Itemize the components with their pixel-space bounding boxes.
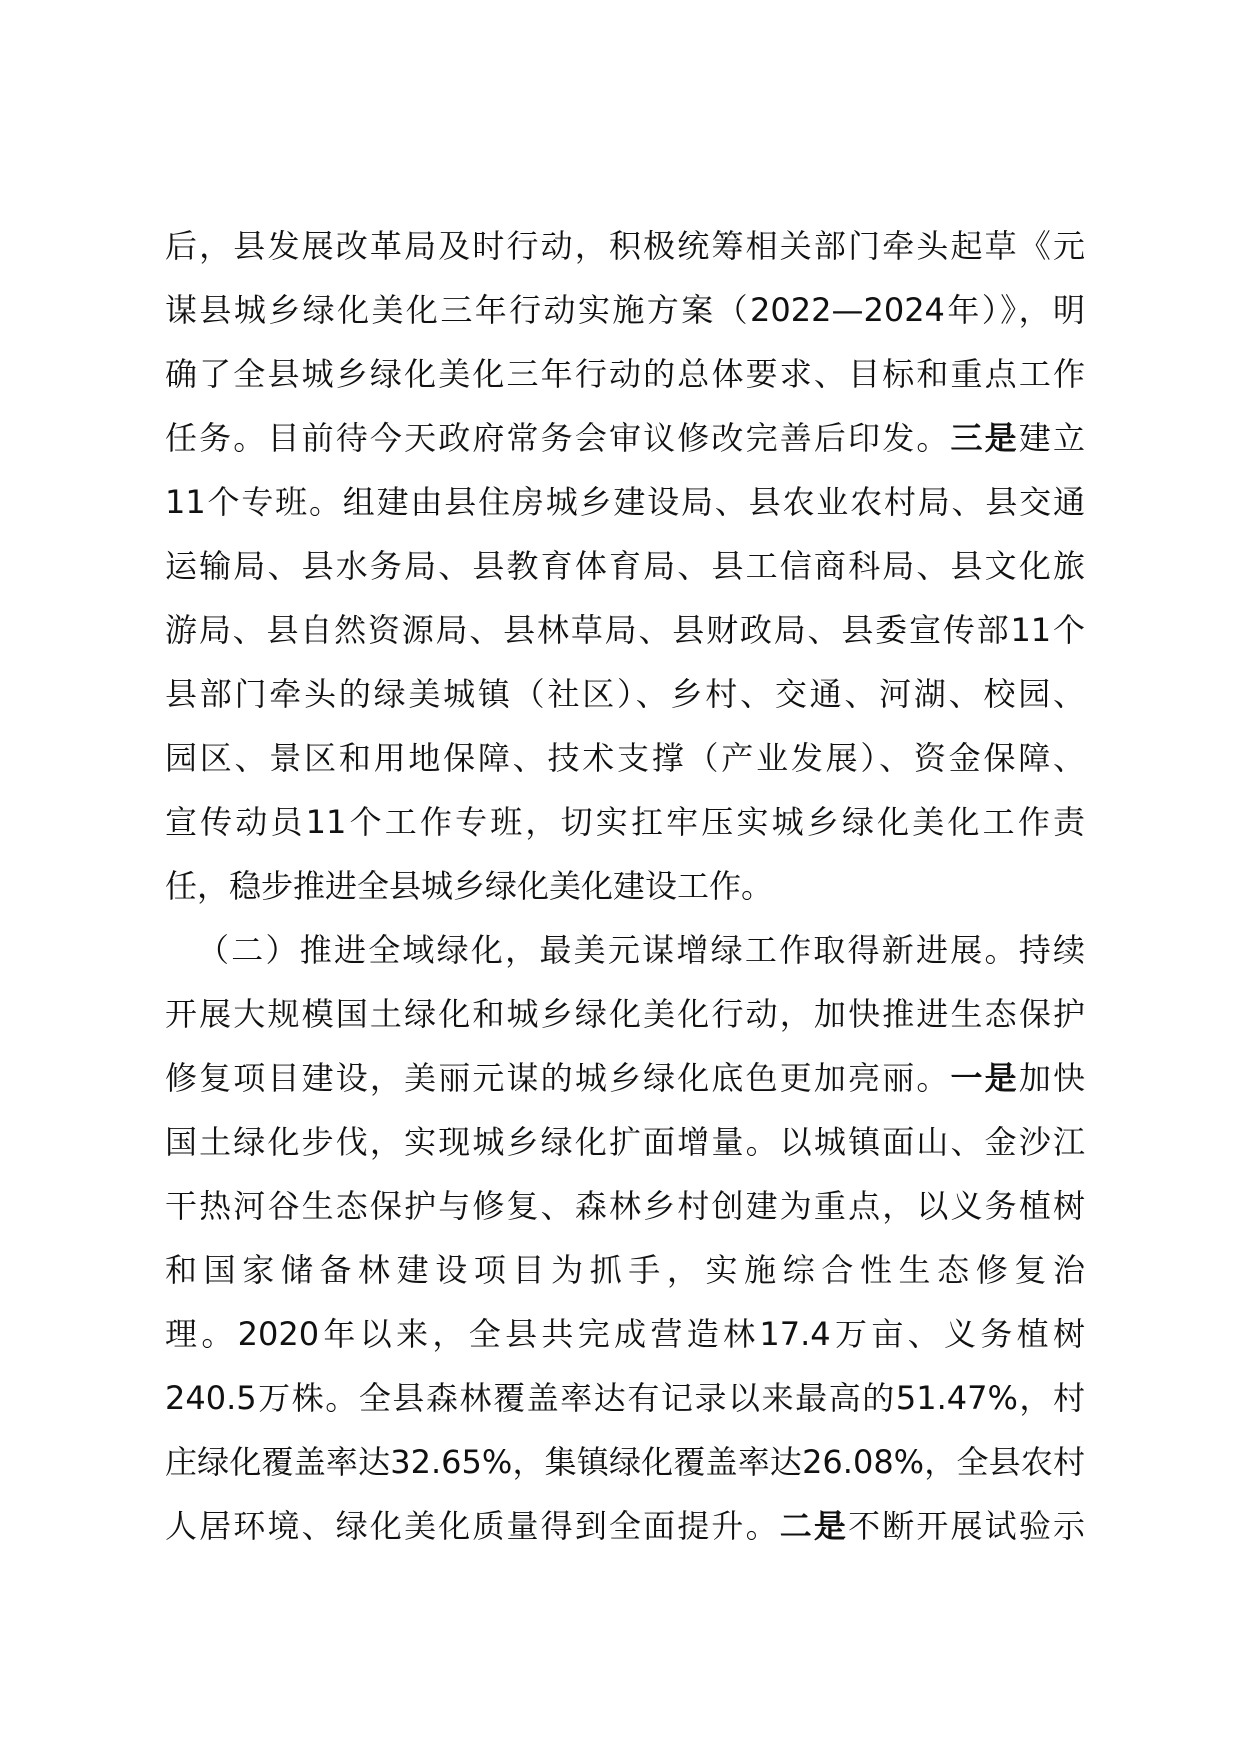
text-line-21 bbox=[165, 1506, 1085, 1546]
text-line-13: 开展大规模国土绿化和城乡绿化美化行动，加快推进生态保护 bbox=[165, 995, 1085, 1033]
text-line-8: 县部门牵头的绿美城镇（社区）、乡村、交通、河湖、校园、 bbox=[165, 675, 1085, 713]
text-line-4-part-c: 建立 bbox=[1018, 419, 1085, 457]
text-line-17: 和国家储备林建设项目为抓手，实施综合性生态修复治 bbox=[165, 1251, 1085, 1289]
section-heading-line: （二）推进全域绿化，最美元谋增绿工作取得新进展。持续 bbox=[197, 931, 1085, 969]
text-line-4-bold: 三是 bbox=[950, 419, 1019, 457]
text-line-4 bbox=[165, 418, 1085, 458]
text-line-21-bold: 二是 bbox=[779, 1507, 849, 1545]
text-line-4-part-a: 任务。目前待今天政府常务会审议修改完善后印发。 bbox=[165, 419, 951, 457]
text-line-19: 240.5万株。全县森林覆盖率达有记录以来最高的51.47%，村 bbox=[165, 1379, 1085, 1417]
text-line-2: 谋县城乡绿化美化三年行动实施方案（2022—2024年）》，明 bbox=[165, 291, 1085, 329]
text-line-18: 理。2020年以来，全县共完成营造林17.4万亩、义务植树 bbox=[165, 1315, 1085, 1353]
text-line-1: 后，县发展改革局及时行动，积极统筹相关部门牵头起草《元 bbox=[165, 227, 1085, 265]
text-line-5: 11个专班。组建由县住房城乡建设局、县农业农村局、县交通 bbox=[165, 483, 1085, 521]
text-line-21-part-a: 人居环境、绿化美化质量得到全面提升。 bbox=[165, 1507, 780, 1545]
text-line-21-part-c: 不断开展试验示 bbox=[848, 1507, 1085, 1545]
text-line-14-bold: 一是 bbox=[950, 1059, 1019, 1097]
text-line-9: 园区、景区和用地保障、技术支撑（产业发展）、资金保障、 bbox=[165, 739, 1085, 777]
text-line-7: 游局、县自然资源局、县林草局、县财政局、县委宣传部11个 bbox=[165, 611, 1085, 649]
text-line-14-part-a: 修复项目建设，美丽元谋的城乡绿化底色更加亮丽。 bbox=[165, 1059, 951, 1097]
text-line-14 bbox=[165, 1058, 1085, 1098]
text-line-11: 任，稳步推进全县城乡绿化美化建设工作。 bbox=[165, 867, 774, 905]
text-line-6: 运输局、县水务局、县教育体育局、县工信商科局、县文化旅 bbox=[165, 547, 1085, 585]
text-line-20: 庄绿化覆盖率达32.65%，集镇绿化覆盖率达26.08%，全县农村 bbox=[165, 1443, 1085, 1481]
text-line-10: 宣传动员11个工作专班，切实扛牢压实城乡绿化美化工作责 bbox=[165, 803, 1085, 841]
text-line-16: 干热河谷生态保护与修复、森林乡村创建为重点，以义务植树 bbox=[165, 1187, 1085, 1225]
text-line-14-part-c: 加快 bbox=[1018, 1059, 1085, 1097]
text-line-3: 确了全县城乡绿化美化三年行动的总体要求、目标和重点工作 bbox=[165, 355, 1085, 393]
text-line-15: 国土绿化步伐，实现城乡绿化扩面增量。以城镇面山、金沙江 bbox=[165, 1123, 1085, 1161]
